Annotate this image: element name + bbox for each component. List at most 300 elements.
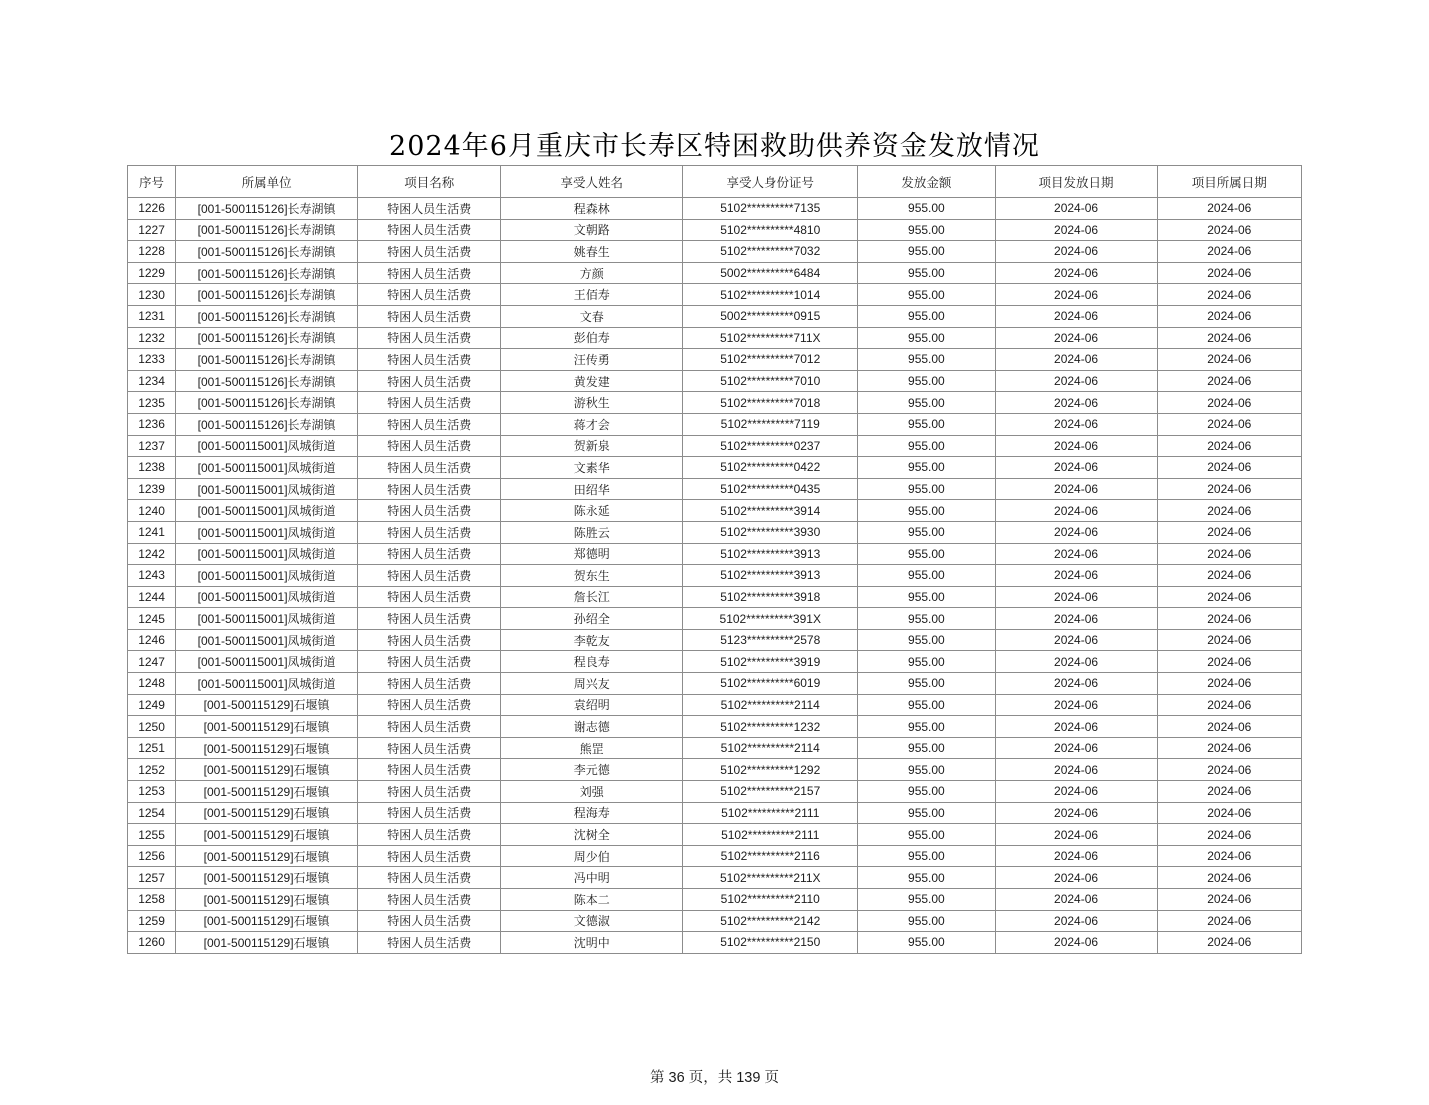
table-cell: 袁绍明 [501, 694, 683, 716]
table-cell: 5102**********7018 [683, 392, 858, 414]
table-cell: 5102**********2142 [683, 910, 858, 932]
table-cell: 沈树全 [501, 824, 683, 846]
table-header-row [128, 166, 1302, 198]
table-cell: 2024-06 [1157, 457, 1301, 479]
table-cell: 955.00 [858, 305, 995, 327]
table-cell: 2024-06 [995, 759, 1157, 781]
table-cell: [001-500115001]凤城街道 [176, 608, 358, 630]
table-row [128, 737, 1302, 759]
table-cell: 955.00 [858, 349, 995, 371]
table-cell: 5102**********0237 [683, 435, 858, 457]
table-cell: 955.00 [858, 284, 995, 306]
table-cell: 2024-06 [995, 305, 1157, 327]
table-row [128, 478, 1302, 500]
table-cell: 5102**********2116 [683, 845, 858, 867]
table-cell: 1230 [128, 284, 176, 306]
table-cell: 2024-06 [995, 824, 1157, 846]
table-cell: [001-500115126]长寿湖镇 [176, 305, 358, 327]
table-cell: 周少伯 [501, 845, 683, 867]
table-cell: [001-500115001]凤城街道 [176, 543, 358, 565]
table-cell: [001-500115126]长寿湖镇 [176, 413, 358, 435]
table-cell: 特困人员生活费 [358, 521, 501, 543]
table-row [128, 845, 1302, 867]
table-cell: 2024-06 [995, 932, 1157, 954]
table-cell: 5102**********1232 [683, 716, 858, 738]
table-cell: [001-500115129]石堰镇 [176, 759, 358, 781]
table-cell: 2024-06 [1157, 781, 1301, 803]
table-cell: 詹长江 [501, 586, 683, 608]
table-cell: 特困人员生活费 [358, 565, 501, 587]
table-cell: [001-500115126]长寿湖镇 [176, 241, 358, 263]
table-cell: 陈本二 [501, 889, 683, 911]
table-cell: 2024-06 [1157, 392, 1301, 414]
table-cell: 2024-06 [1157, 413, 1301, 435]
table-cell: 黄发建 [501, 370, 683, 392]
table-cell: 955.00 [858, 565, 995, 587]
table-cell: 1244 [128, 586, 176, 608]
table-cell: 2024-06 [1157, 198, 1301, 220]
table-cell: 熊罡 [501, 737, 683, 759]
table-row [128, 543, 1302, 565]
table-cell: 955.00 [858, 824, 995, 846]
table-row [128, 932, 1302, 954]
table-row [128, 802, 1302, 824]
table-cell: 特困人员生活费 [358, 284, 501, 306]
table-cell: 2024-06 [995, 629, 1157, 651]
table-cell: [001-500115129]石堰镇 [176, 845, 358, 867]
table-cell: 特困人员生活费 [358, 413, 501, 435]
table-cell: 1227 [128, 219, 176, 241]
table-cell: 2024-06 [995, 586, 1157, 608]
table-cell: 955.00 [858, 845, 995, 867]
table-cell: [001-500115129]石堰镇 [176, 889, 358, 911]
table-cell: 1228 [128, 241, 176, 263]
table-cell: 5102**********3914 [683, 500, 858, 522]
table-cell: 2024-06 [1157, 802, 1301, 824]
table-row [128, 889, 1302, 911]
table-cell: 2024-06 [1157, 543, 1301, 565]
table-cell: 1237 [128, 435, 176, 457]
table-cell: 王佰寿 [501, 284, 683, 306]
table-cell: 1242 [128, 543, 176, 565]
table-cell: 2024-06 [995, 219, 1157, 241]
table-cell: 955.00 [858, 586, 995, 608]
table-cell: 2024-06 [995, 651, 1157, 673]
table-cell: [001-500115129]石堰镇 [176, 781, 358, 803]
table-cell: 1256 [128, 845, 176, 867]
table-cell: 特困人员生活费 [358, 651, 501, 673]
table-cell: 5102**********391X [683, 608, 858, 630]
table-cell: 2024-06 [995, 889, 1157, 911]
table-cell: 955.00 [858, 219, 995, 241]
table-cell: 955.00 [858, 413, 995, 435]
table-cell: 5102**********3913 [683, 565, 858, 587]
table-cell: 5102**********7135 [683, 198, 858, 220]
table-cell: 2024-06 [995, 608, 1157, 630]
table-cell: 2024-06 [995, 910, 1157, 932]
table-cell: 2024-06 [1157, 500, 1301, 522]
table-row [128, 327, 1302, 349]
table-cell: 刘强 [501, 781, 683, 803]
table-cell: 955.00 [858, 802, 995, 824]
table-row [128, 824, 1302, 846]
table-row [128, 305, 1302, 327]
table-cell: 特困人员生活费 [358, 543, 501, 565]
table-cell: 5002**********0915 [683, 305, 858, 327]
table-cell: [001-500115129]石堰镇 [176, 824, 358, 846]
table-cell: 2024-06 [1157, 845, 1301, 867]
table-cell: 2024-06 [995, 500, 1157, 522]
table-cell: [001-500115001]凤城街道 [176, 651, 358, 673]
table-cell: 特困人员生活费 [358, 629, 501, 651]
table-cell: 1246 [128, 629, 176, 651]
table-cell: 2024-06 [1157, 673, 1301, 695]
table-cell: 2024-06 [995, 521, 1157, 543]
table-cell: 955.00 [858, 262, 995, 284]
table-cell: 955.00 [858, 198, 995, 220]
table-cell: 特困人员生活费 [358, 673, 501, 695]
table-cell: 1235 [128, 392, 176, 414]
table-cell: 蒋才会 [501, 413, 683, 435]
table-cell: 2024-06 [1157, 824, 1301, 846]
table-cell: 特困人员生活费 [358, 349, 501, 371]
table-cell: 5102**********3918 [683, 586, 858, 608]
table-cell: 游秋生 [501, 392, 683, 414]
table-cell: 5102**********4810 [683, 219, 858, 241]
table-cell: 特困人员生活费 [358, 305, 501, 327]
table-row [128, 392, 1302, 414]
table-cell: 955.00 [858, 392, 995, 414]
table-row [128, 262, 1302, 284]
column-header: 项目所属日期 [1157, 166, 1301, 198]
table-cell: 5102**********2111 [683, 824, 858, 846]
table-cell: 5102**********2111 [683, 802, 858, 824]
table-cell: 1260 [128, 932, 176, 954]
table-cell: 2024-06 [1157, 694, 1301, 716]
table-cell: 1249 [128, 694, 176, 716]
table-cell: 5102**********7010 [683, 370, 858, 392]
table-cell: 955.00 [858, 521, 995, 543]
table-cell: [001-500115126]长寿湖镇 [176, 370, 358, 392]
table-cell: 1252 [128, 759, 176, 781]
table-cell: 李元德 [501, 759, 683, 781]
column-header: 享受人姓名 [501, 166, 683, 198]
table-cell: 2024-06 [1157, 910, 1301, 932]
table-cell: 特困人员生活费 [358, 198, 501, 220]
table-cell: 955.00 [858, 867, 995, 889]
table-cell: 特困人员生活费 [358, 586, 501, 608]
table-cell: 周兴友 [501, 673, 683, 695]
table-cell: 2024-06 [995, 349, 1157, 371]
table-cell: 2024-06 [995, 241, 1157, 263]
column-header: 所属单位 [176, 166, 358, 198]
table-cell: [001-500115001]凤城街道 [176, 565, 358, 587]
table-cell: 955.00 [858, 716, 995, 738]
table-row [128, 565, 1302, 587]
table-cell: 955.00 [858, 737, 995, 759]
table-cell: 5102**********1292 [683, 759, 858, 781]
table-cell: 2024-06 [995, 737, 1157, 759]
table-cell: 5102**********6019 [683, 673, 858, 695]
table-cell: 2024-06 [1157, 586, 1301, 608]
table-cell: 程海寿 [501, 802, 683, 824]
table-row [128, 716, 1302, 738]
table-cell: 5102**********2114 [683, 694, 858, 716]
table-cell: 2024-06 [1157, 521, 1301, 543]
table-cell: 955.00 [858, 629, 995, 651]
table-cell: 谢志德 [501, 716, 683, 738]
table-cell: 1231 [128, 305, 176, 327]
table-row [128, 435, 1302, 457]
column-header: 项目名称 [358, 166, 501, 198]
table-cell: 2024-06 [995, 716, 1157, 738]
table-cell: [001-500115001]凤城街道 [176, 478, 358, 500]
table-row [128, 910, 1302, 932]
table-cell: 文素华 [501, 457, 683, 479]
table-cell: 2024-06 [1157, 759, 1301, 781]
table-cell: 2024-06 [1157, 629, 1301, 651]
table-cell: 955.00 [858, 370, 995, 392]
table-cell: 2024-06 [995, 673, 1157, 695]
table-cell: 1232 [128, 327, 176, 349]
table-cell: 1243 [128, 565, 176, 587]
table-cell: 1238 [128, 457, 176, 479]
table-cell: 2024-06 [1157, 305, 1301, 327]
table-cell: [001-500115001]凤城街道 [176, 435, 358, 457]
table-cell: 2024-06 [995, 284, 1157, 306]
table-cell: [001-500115126]长寿湖镇 [176, 284, 358, 306]
table-row [128, 673, 1302, 695]
table-cell: 5102**********7012 [683, 349, 858, 371]
table-cell: 955.00 [858, 889, 995, 911]
table-row [128, 349, 1302, 371]
table-cell: [001-500115001]凤城街道 [176, 586, 358, 608]
table-cell: 陈胜云 [501, 521, 683, 543]
table-cell: 1239 [128, 478, 176, 500]
table-cell: 2024-06 [1157, 219, 1301, 241]
table-row [128, 867, 1302, 889]
table-cell: 5123**********2578 [683, 629, 858, 651]
table-row [128, 694, 1302, 716]
table-cell: 特困人员生活费 [358, 457, 501, 479]
table-cell: 特困人员生活费 [358, 932, 501, 954]
table-cell: 2024-06 [995, 198, 1157, 220]
table-cell: 2024-06 [995, 845, 1157, 867]
table-cell: [001-500115129]石堰镇 [176, 932, 358, 954]
table-cell: 2024-06 [995, 565, 1157, 587]
table-cell: 5102**********711X [683, 327, 858, 349]
table-cell: 1253 [128, 781, 176, 803]
table-cell: 2024-06 [995, 867, 1157, 889]
table-cell: 特困人员生活费 [358, 867, 501, 889]
table-cell: 陈永延 [501, 500, 683, 522]
table-cell: 特困人员生活费 [358, 716, 501, 738]
table-cell: 文春 [501, 305, 683, 327]
table-cell: 1240 [128, 500, 176, 522]
table-cell: 1245 [128, 608, 176, 630]
table-cell: 5102**********2150 [683, 932, 858, 954]
table-cell: 955.00 [858, 651, 995, 673]
table-cell: 5102**********3930 [683, 521, 858, 543]
table-cell: 特困人员生活费 [358, 392, 501, 414]
table-cell: [001-500115129]石堰镇 [176, 737, 358, 759]
table-cell: 5102**********1014 [683, 284, 858, 306]
table-cell: 1233 [128, 349, 176, 371]
table-cell: 955.00 [858, 910, 995, 932]
table-cell: 1248 [128, 673, 176, 695]
table-cell: 特困人员生活费 [358, 608, 501, 630]
table-cell: 特困人员生活费 [358, 435, 501, 457]
table-cell: [001-500115126]长寿湖镇 [176, 327, 358, 349]
table-row [128, 500, 1302, 522]
table-cell: 特困人员生活费 [358, 910, 501, 932]
table-cell: 955.00 [858, 608, 995, 630]
table-cell: 特困人员生活费 [358, 370, 501, 392]
table-cell: [001-500115129]石堰镇 [176, 716, 358, 738]
table-cell: 2024-06 [1157, 651, 1301, 673]
fund-distribution-table [127, 165, 1302, 954]
table-cell: 955.00 [858, 500, 995, 522]
table-cell: 955.00 [858, 781, 995, 803]
table-row [128, 284, 1302, 306]
table-cell: 5102**********2110 [683, 889, 858, 911]
table-cell: 1259 [128, 910, 176, 932]
table-cell: 姚春生 [501, 241, 683, 263]
table-row [128, 759, 1302, 781]
table-cell: 955.00 [858, 241, 995, 263]
table-cell: 2024-06 [995, 478, 1157, 500]
table-cell: 特困人员生活费 [358, 737, 501, 759]
table-cell: 1241 [128, 521, 176, 543]
column-header: 发放金额 [858, 166, 995, 198]
table-cell: 2024-06 [1157, 867, 1301, 889]
table-row [128, 370, 1302, 392]
column-header: 序号 [128, 166, 176, 198]
table-cell: 2024-06 [1157, 435, 1301, 457]
table-cell: 特困人员生活费 [358, 781, 501, 803]
table-cell: 冯中明 [501, 867, 683, 889]
table-cell: 特困人员生活费 [358, 759, 501, 781]
table-cell: 特困人员生活费 [358, 824, 501, 846]
table-cell: 特困人员生活费 [358, 889, 501, 911]
table-cell: 2024-06 [995, 802, 1157, 824]
table-cell: 特困人员生活费 [358, 694, 501, 716]
table-cell: 2024-06 [1157, 932, 1301, 954]
table-cell: 2024-06 [995, 262, 1157, 284]
table-cell: 2024-06 [995, 370, 1157, 392]
table-cell: 2024-06 [1157, 349, 1301, 371]
table-cell: 文德淑 [501, 910, 683, 932]
table-cell: 955.00 [858, 932, 995, 954]
table-cell: [001-500115129]石堰镇 [176, 802, 358, 824]
table-cell: 2024-06 [995, 694, 1157, 716]
table-cell: 955.00 [858, 673, 995, 695]
column-header: 享受人身份证号 [683, 166, 858, 198]
table-row [128, 586, 1302, 608]
table-cell: [001-500115129]石堰镇 [176, 867, 358, 889]
table-cell: 孙绍全 [501, 608, 683, 630]
table-cell: [001-500115126]长寿湖镇 [176, 349, 358, 371]
table-cell: 2024-06 [1157, 241, 1301, 263]
table-cell: 955.00 [858, 543, 995, 565]
table-cell: 1251 [128, 737, 176, 759]
table-cell: [001-500115001]凤城街道 [176, 673, 358, 695]
table-cell: 2024-06 [995, 457, 1157, 479]
table-cell: 文朝路 [501, 219, 683, 241]
table-cell: 5102**********211X [683, 867, 858, 889]
table-cell: 特困人员生活费 [358, 241, 501, 263]
table-cell: 5102**********0422 [683, 457, 858, 479]
table-cell: 2024-06 [1157, 284, 1301, 306]
table-cell: 贺东生 [501, 565, 683, 587]
table-cell: 1247 [128, 651, 176, 673]
table-cell: 5102**********0435 [683, 478, 858, 500]
table-cell: 1250 [128, 716, 176, 738]
table-cell: 程良寿 [501, 651, 683, 673]
table-cell: 特困人员生活费 [358, 802, 501, 824]
page-number-footer: 第 36 页，共 139 页 [650, 1070, 779, 1086]
table-row [128, 413, 1302, 435]
table-cell: [001-500115001]凤城街道 [176, 521, 358, 543]
table-row [128, 781, 1302, 803]
table-cell: 1236 [128, 413, 176, 435]
table-cell: 彭伯寿 [501, 327, 683, 349]
table-cell: 1229 [128, 262, 176, 284]
table-row [128, 521, 1302, 543]
table-cell: 2024-06 [1157, 327, 1301, 349]
table-row [128, 651, 1302, 673]
table-cell: [001-500115001]凤城街道 [176, 457, 358, 479]
table-row [128, 241, 1302, 263]
table-cell: 1254 [128, 802, 176, 824]
table-cell: 特困人员生活费 [358, 219, 501, 241]
table-cell: 2024-06 [995, 781, 1157, 803]
table-cell: 方颜 [501, 262, 683, 284]
table-cell: 5102**********3919 [683, 651, 858, 673]
table-cell: 5102**********2114 [683, 737, 858, 759]
table-cell: [001-500115126]长寿湖镇 [176, 262, 358, 284]
table-cell: 955.00 [858, 478, 995, 500]
table-body [128, 198, 1302, 954]
table-cell: 955.00 [858, 327, 995, 349]
table-cell: 5102**********7119 [683, 413, 858, 435]
table-row [128, 608, 1302, 630]
table-cell: 2024-06 [995, 435, 1157, 457]
table-cell: 特困人员生活费 [358, 845, 501, 867]
table-cell: [001-500115129]石堰镇 [176, 694, 358, 716]
table-cell: 2024-06 [1157, 565, 1301, 587]
table-cell: 5002**********6484 [683, 262, 858, 284]
table-row [128, 219, 1302, 241]
table-cell: 1258 [128, 889, 176, 911]
column-header: 项目发放日期 [995, 166, 1157, 198]
table-cell: 特困人员生活费 [358, 478, 501, 500]
table-cell: 5102**********2157 [683, 781, 858, 803]
table-cell: [001-500115126]长寿湖镇 [176, 198, 358, 220]
table-cell: 2024-06 [995, 327, 1157, 349]
page-title: 2024年6月重庆市长寿区特困救助供养资金发放情况 [389, 131, 1040, 162]
table-cell: 田绍华 [501, 478, 683, 500]
table-cell: 955.00 [858, 759, 995, 781]
table-cell: 2024-06 [1157, 737, 1301, 759]
table-cell: [001-500115129]石堰镇 [176, 910, 358, 932]
table-cell: 1255 [128, 824, 176, 846]
table-cell: 955.00 [858, 694, 995, 716]
table-cell: 2024-06 [995, 413, 1157, 435]
table-cell: 特困人员生活费 [358, 327, 501, 349]
table-cell: [001-500115126]长寿湖镇 [176, 219, 358, 241]
table-cell: 1257 [128, 867, 176, 889]
